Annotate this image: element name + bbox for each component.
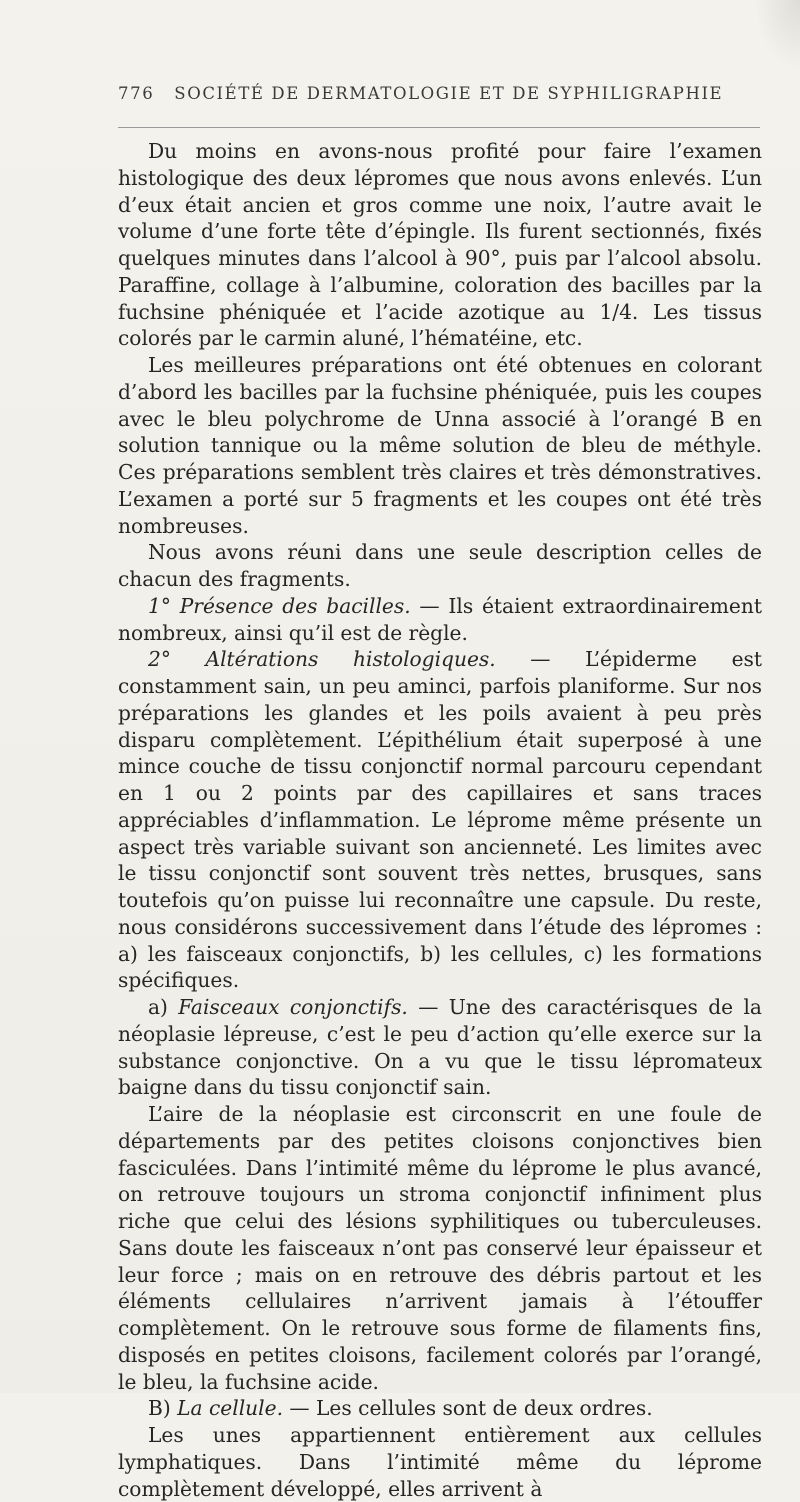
section-a-prefix: a) xyxy=(148,995,179,1019)
section-b-heading: La cellule. xyxy=(177,1396,283,1421)
section-b-prefix: B) xyxy=(148,1396,178,1421)
paragraph-3: Nous avons réuni dans une seule description celles de chacun des fragments. xyxy=(118,540,762,591)
section-2-text: — L’épiderme est constamment sain, un peu aminci, parfois planiforme. Sur nos préparations les glandes et les poils avaient à peu près disparu complètement. L’épithélium était superposé à une mince couche de tissu conjonctif normal parcouru cependant en 1 ou 2 points par des capillaires et sans traces appréciables d’inflammation. Le léprome même présente un aspect très variable suivant son ancienneté. Les limites avec le tissu conjonctif sont souvent très nettes, brusques, sans toutefois qu’on puisse lui reconnaître une capsule. Du reste, nous considérons successivement dans l’étude des lépromes : a) les faisceaux conjonctifs, b) les cellules, c) les formations spécifiques. xyxy=(118,647,762,993)
section-1-text: — Ils étaient extraordinairement nombreux, ainsi qu’il est de règle. xyxy=(118,593,762,645)
paragraph-2: Les meilleures préparations ont été obtenues en colorant d’abord les bacilles par la fuchsine phéniquée, puis les coupes avec le bleu polychrome de Unna associé à l’orangé B en solution tannique ou la même solution de bleu de méthyle. Ces préparations semblent très claires et très démonstratives. L’examen a porté sur 5 fragments et les coupes ont été très nombreuses. xyxy=(118,353,762,538)
section-1 xyxy=(118,593,762,647)
section-b xyxy=(118,1395,762,1422)
running-title: SOCIÉTÉ DE DERMATOLOGIE ET DE SYPHILIGRAPHIE xyxy=(174,84,724,103)
section-b-text: — Les cellules sont de deux ordres. xyxy=(283,1396,653,1421)
paragraph-1: Du moins en avons-nous profité pour faire l’examen histologique des deux lépromes que nous avons enlevés. L’un d’eux était ancien et gros comme une noix, l’autre avait le volume d’une forte tête d’épingle. Ils furent sectionnés, fixés quelques minutes dans l’alcool à 90°, puis par l’alcool absolu. Paraffine, collage à l’albumine, coloration des bacilles par la fuchsine phéniquée et l’acide azotique au 1/4. Les tissus colorés par le carmin aluné, l’hématéine, etc. xyxy=(118,139,762,351)
paragraph-aire: L’aire de la néoplasie est circonscrit en une foule de départements par des petites cloisons conjonctives bien fasciculées. Dans l’intimité même du léprome le plus avancé, on retrouve toujours un stroma conjonctif infiniment plus riche que celui des lésions syphilitiques ou tuberculeuses. Sans doute les faisceaux n’ont pas conservé leur épaisseur et leur force ; mais on en retrouve des débris partout et les éléments cellulaires n’arrivent jamais à l’étouffer complètement. On le retrouve sous forme de filaments fins, disposés en petites cloisons, facilement colorés par l’orangé, le bleu, la fuchsine acide. xyxy=(118,1102,762,1394)
section-2-heading: 2° Altérations histologiques. xyxy=(148,647,496,672)
paragraph-last: Les unes appartiennent entièrement aux cellules lymphatiques. Dans l’intimité même du léprome complètement développé, elles arrivent à xyxy=(118,1423,762,1501)
page-number: 776 xyxy=(118,84,155,103)
running-header xyxy=(118,84,758,110)
section-1-heading: 1° Présence des bacilles. xyxy=(148,593,411,618)
section-2 xyxy=(118,646,762,994)
header-rule xyxy=(118,127,760,128)
section-a-heading: Faisceaux conjonctifs. xyxy=(178,995,408,1019)
section-a xyxy=(118,994,762,1101)
section-a-text: — Une des caractérisques de la néoplasie lépreuse, c’est le peu d’action qu’elle exerce sur la substance conjonctive. On a vu que le tissu lépromateux baigne dans du tissu conjonctif sain. xyxy=(118,995,762,1100)
body-text xyxy=(118,138,762,1502)
page-corner-shadow xyxy=(754,0,800,70)
